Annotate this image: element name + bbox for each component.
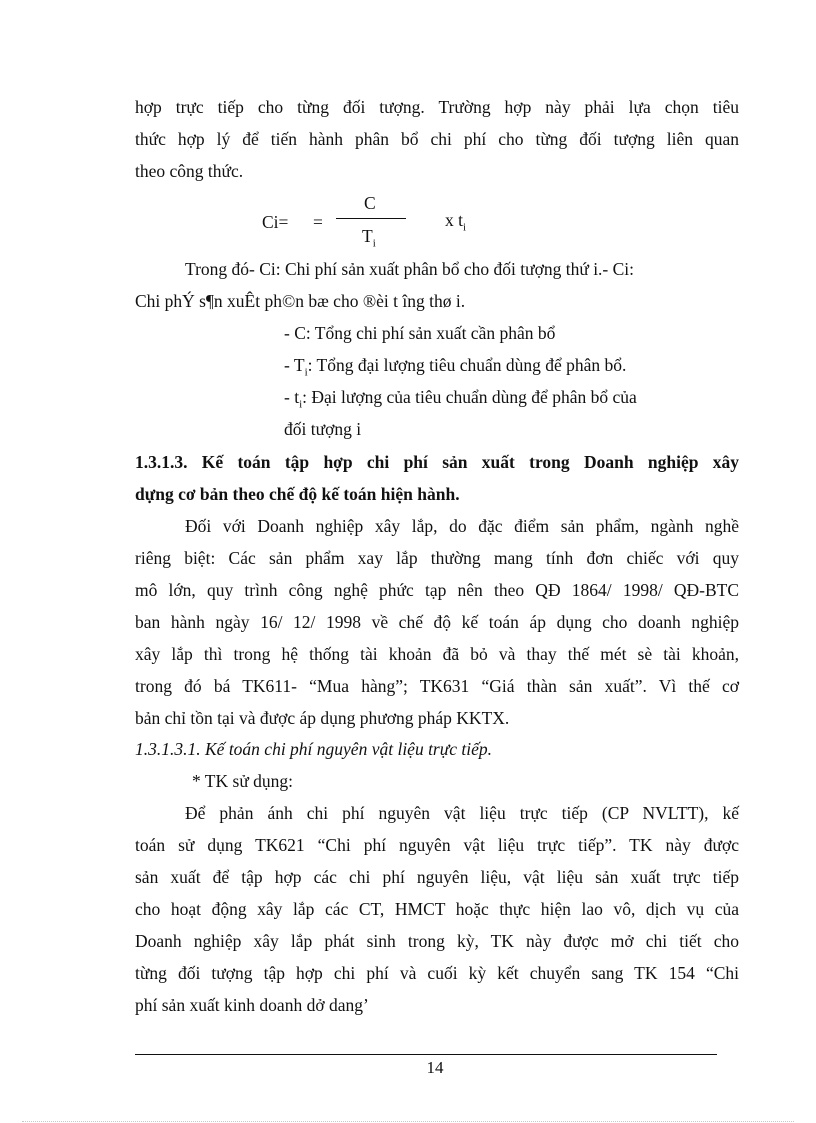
formula-denominator: $T_i$ (362, 226, 376, 250)
formula-lhs: Ci= (262, 212, 289, 232)
paragraph-line: theo công thức. (135, 161, 244, 181)
paragraph-line: sản xuất để tập hợp các chi phí nguyên liệu, vật liệu sản xuất trực tiếp (135, 867, 739, 887)
definition-item-t-cont: đối tượng i (284, 419, 362, 439)
page-edge-divider (22, 1121, 794, 1122)
paragraph-line: Đối với Doanh nghiệp xây lắp, do đặc điểm sản phẩm, ngành nghề (185, 516, 739, 536)
formula-multiplier: x $t_i$ (445, 210, 467, 234)
tk-used-label: * TK sử dụng: (192, 771, 294, 791)
footer-rule (135, 1054, 717, 1055)
paragraph-line: xây lắp thì trong hệ thống tài khoản đã bỏ và thay thế mét sè tài khoản, (135, 644, 739, 664)
definition-item-c: - C: Tổng chi phí sản xuất cần phân bổ (284, 323, 556, 343)
definition-item-t: - $t_i$: Đại lượng của tiêu chuẩn dùng để phân bổ của (284, 387, 637, 411)
paragraph-line: ban hành ngày 16/ 12/ 1998 về chế độ kế toán áp dụng cho doanh nghiệp (135, 612, 739, 632)
paragraph-line: phí sản xuất kinh doanh dở dang’ (135, 995, 369, 1015)
paragraph-line: Để phản ánh chi phí nguyên vật liệu trực tiếp (CP NVLTT), kế (185, 803, 739, 823)
paragraph-line: thức hợp lý để tiến hành phân bổ chi phí cho từng đối tượng liên quan (135, 129, 739, 149)
paragraph-line: hợp trực tiếp cho từng đối tượng. Trường hợp này phải lựa chọn tiêu (135, 97, 739, 117)
subsection-heading: 1.3.1.3.1. Kế toán chi phí nguyên vật liệu trực tiếp. (135, 739, 493, 759)
paragraph-line: mô lớn, quy trình công nghệ phức tạp nên theo QĐ 1864/ 1998/ QĐ-BTC (135, 580, 739, 600)
paragraph-line: bản chỉ tồn tại và được áp dụng phương pháp KKTX. (135, 708, 510, 728)
formula-numerator: C (364, 193, 376, 213)
paragraph-line: Doanh nghiệp xây lắp phát sinh trong kỳ, TK này được mở chi tiết cho (135, 931, 739, 951)
paragraph-line: cho hoạt động xây lắp các CT, HMCT hoặc thực hiện lao vô, dịch vụ của (135, 899, 739, 919)
definition-line: Trong đó- Ci: Chi phí sản xuất phân bổ cho đối tượng thứ i.- Ci: (185, 259, 635, 279)
paragraph-line: toán sử dụng TK621 “Chi phí nguyên vật liệu trực tiếp”. TK này được (135, 835, 739, 855)
fraction-bar (336, 218, 406, 219)
section-heading: 1.3.1.3. Kế toán tập hợp chi phí sản xuất trong Doanh nghiệp xây (135, 452, 739, 472)
paragraph-line: trong đó bá TK611- “Mua hàng”; TK631 “Giá thàn sản xuất”. Vì thế cơ (135, 676, 739, 696)
page-number: 14 (426, 1058, 444, 1077)
paragraph-line: từng đối tượng tập hợp chi phí và cuối kỳ kết chuyển sang TK 154 “Chi (135, 963, 739, 983)
definition-line: Chi phÝ s¶n xuÊt ph©n bæ cho ®èi t îng thø i. (135, 291, 466, 311)
definition-item-T: - $T_i$: Tổng đại lượng tiêu chuẩn dùng để phân bổ. (284, 355, 627, 379)
paragraph-line: riêng biệt: Các sản phẩm xay lắp thường mang tính đơn chiếc với quy (135, 548, 739, 568)
formula-equals: = (313, 212, 323, 232)
section-heading: dựng cơ bản theo chế độ kế toán hiện hành. (135, 484, 460, 504)
